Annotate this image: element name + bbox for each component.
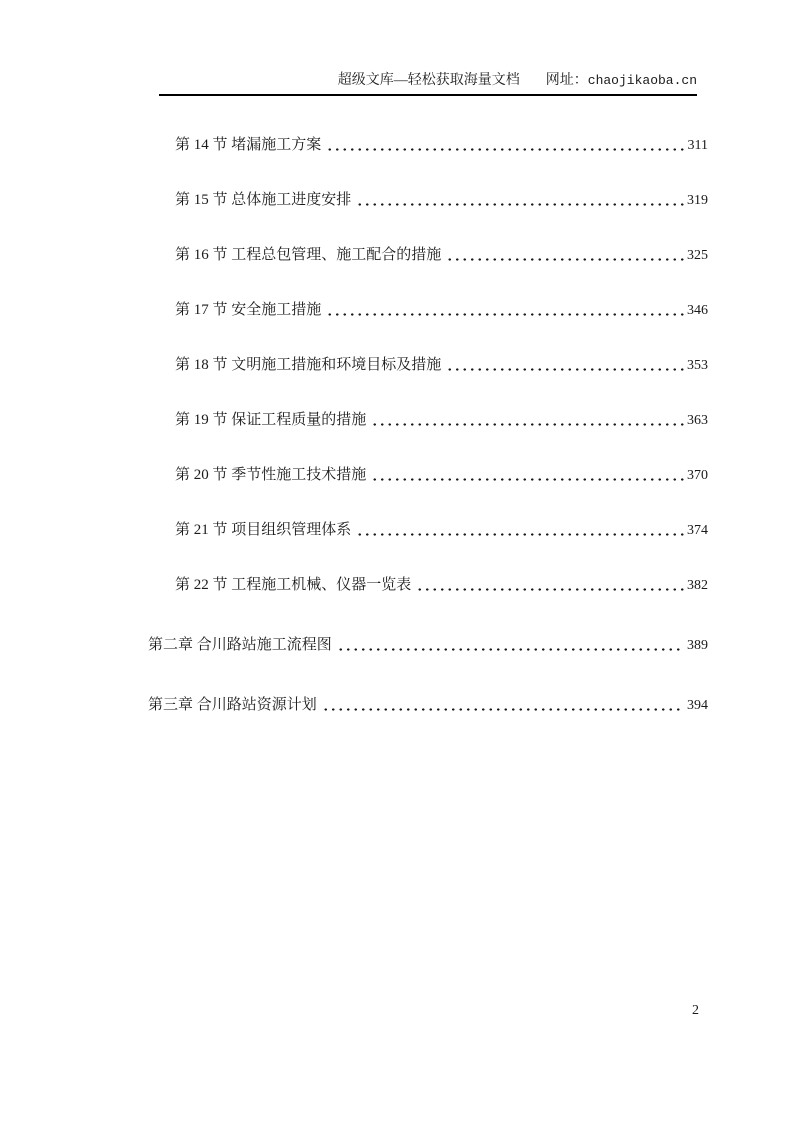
toc-entry[interactable] — [148, 466, 708, 485]
dot-leader — [322, 696, 684, 715]
toc-entry[interactable] — [148, 191, 708, 210]
toc-entry-label: 第 17 节 安全施工措施 — [175, 302, 322, 318]
toc-entry-page-number: 382 — [687, 578, 708, 593]
toc-entry[interactable] — [148, 411, 708, 430]
toc-entry-page-number: 346 — [687, 303, 708, 318]
dot-leader — [446, 356, 684, 375]
toc-entry-label: 第二章 合川路站施工流程图 — [148, 637, 332, 653]
toc-entry-label: 第 18 节 文明施工措施和环境目标及措施 — [175, 357, 442, 373]
toc-entry-label: 第 15 节 总体施工进度安排 — [175, 192, 352, 208]
toc-entry-page-number: 363 — [687, 413, 708, 428]
toc-entry-page-number: 370 — [687, 468, 708, 483]
header-url-label: 网址： — [545, 73, 588, 88]
table-of-contents — [148, 136, 708, 751]
page-number: 2 — [692, 1003, 699, 1018]
toc-entry-page-number: 319 — [687, 193, 708, 208]
toc-entry-page-number: 394 — [687, 698, 708, 713]
toc-entry-label: 第 16 节 工程总包管理、施工配合的措施 — [175, 247, 442, 263]
toc-entry-label: 第 19 节 保证工程质量的措施 — [175, 412, 367, 428]
dot-leader — [326, 301, 684, 320]
toc-entry-label: 第 21 节 项目组织管理体系 — [175, 522, 352, 538]
toc-entry-page-number: 374 — [687, 523, 708, 538]
page-header — [159, 71, 697, 96]
toc-entry[interactable] — [148, 636, 708, 655]
toc-entry[interactable] — [148, 301, 708, 320]
dot-leader — [356, 521, 684, 540]
toc-entry[interactable] — [148, 356, 708, 375]
toc-entry-label: 第 20 节 季节性施工技术措施 — [175, 467, 367, 483]
toc-entry[interactable] — [148, 576, 708, 595]
dot-leader — [371, 466, 684, 485]
toc-entry-page-number: 389 — [687, 638, 708, 653]
toc-entry-label: 第 22 节 工程施工机械、仪器一览表 — [175, 577, 412, 593]
toc-entry-page-number: 325 — [687, 248, 708, 263]
dot-leader — [326, 136, 684, 155]
dot-leader — [337, 636, 684, 655]
toc-entry-label: 第 14 节 堵漏施工方案 — [175, 137, 322, 153]
header-url-link[interactable]: chaojikaoba.cn — [587, 73, 697, 88]
toc-entry-page-number: 311 — [687, 138, 708, 153]
dot-leader — [371, 411, 684, 430]
toc-entry[interactable] — [148, 136, 708, 155]
toc-entry[interactable] — [148, 246, 708, 265]
header-site-name: 超级文库—轻松获取海量文档 — [337, 73, 520, 88]
dot-leader — [446, 246, 684, 265]
toc-entry[interactable] — [148, 696, 708, 715]
toc-entry[interactable] — [148, 521, 708, 540]
dot-leader — [356, 191, 684, 210]
toc-entry-page-number: 353 — [687, 358, 708, 373]
dot-leader — [416, 576, 684, 595]
toc-entry-label: 第三章 合川路站资源计划 — [148, 697, 317, 713]
header-url-group — [546, 73, 697, 88]
